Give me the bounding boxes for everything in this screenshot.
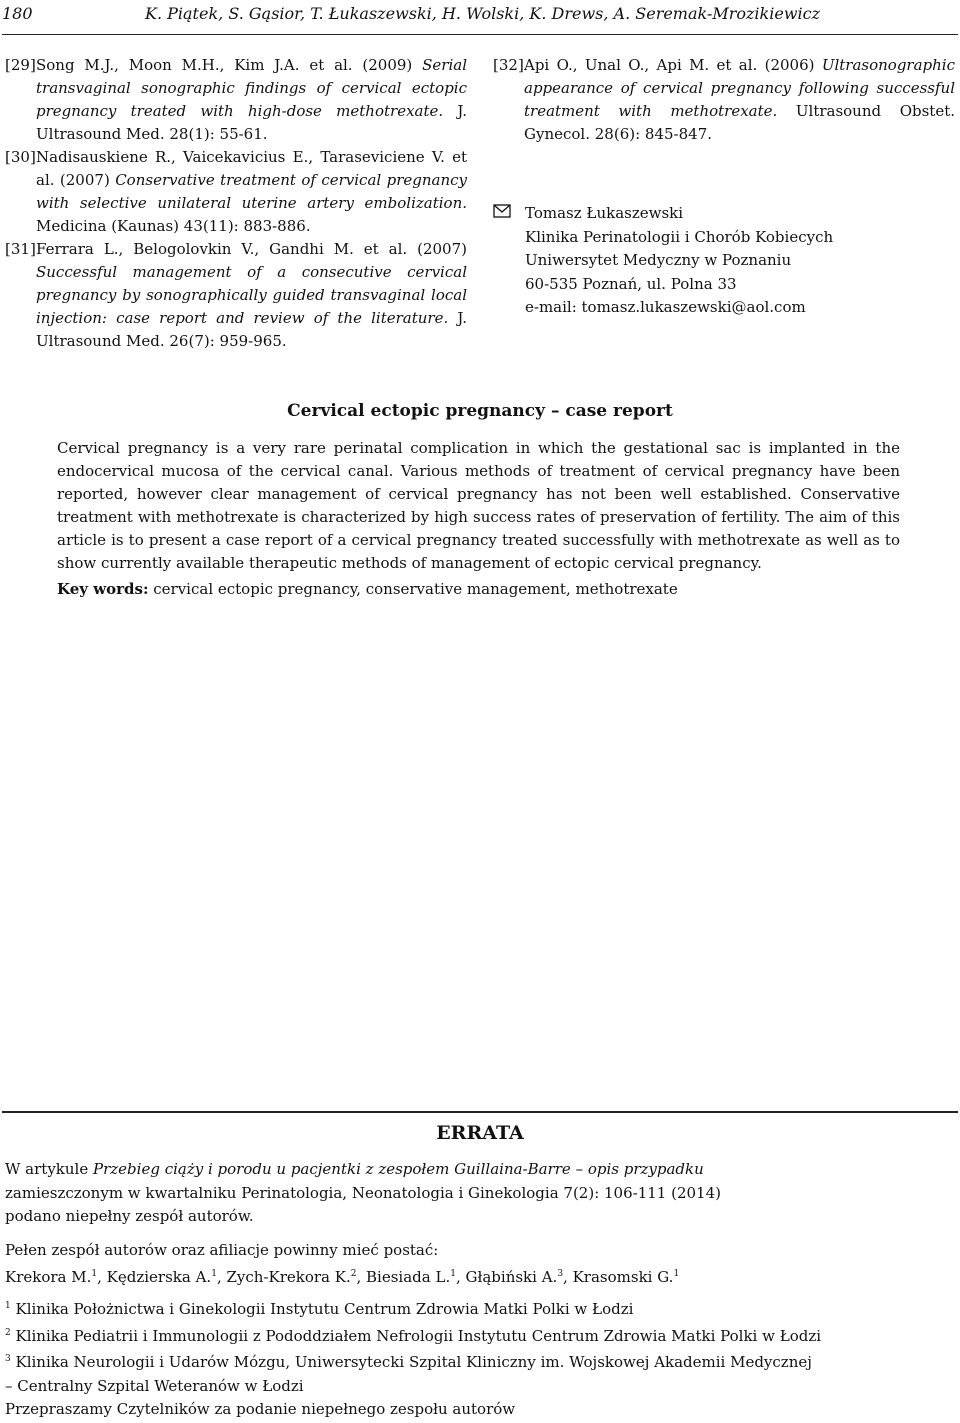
keywords bbox=[57, 580, 900, 598]
affiliation-3-continuation: – Centralny Szpital Weteranów w Łodzi bbox=[5, 1376, 304, 1395]
author-separator: , bbox=[97, 1267, 107, 1286]
reference-text bbox=[524, 54, 955, 146]
reference-30 bbox=[5, 146, 467, 238]
reference-32 bbox=[493, 54, 955, 146]
reference-authors: Song M.J., Moon M.H., Kim J.A. et al. (2009) bbox=[36, 56, 423, 74]
errata-full-team-line: Pełen zespół autorów oraz afiliacje powinny mieć postać: bbox=[5, 1241, 439, 1259]
author-separator: , bbox=[216, 1267, 227, 1286]
reference-title: Conservative treatment of cervical pregnancy with selective unilateral uterine artery embolization. bbox=[36, 171, 467, 212]
affiliation-3 bbox=[5, 1348, 955, 1375]
contact-clinic: Klinika Perinatologii i Chorób Kobiecych bbox=[525, 227, 834, 246]
author-affiliation-marker: 3 bbox=[557, 1268, 564, 1279]
errata-intro-line3: podano niepełny zespół autorów. bbox=[5, 1207, 254, 1225]
reference-29 bbox=[5, 54, 467, 146]
errata-intro-prefix: W artykule bbox=[5, 1160, 93, 1178]
errata-authors-list bbox=[5, 1263, 955, 1290]
affiliation-text: Klinika Neurologii i Udarów Mózgu, Uniwersytecki Szpital Kliniczny im. Wojskowej Akademii Medycznej bbox=[10, 1353, 812, 1371]
author-name: Głąbiński A. bbox=[465, 1267, 558, 1286]
errata-intro-line1 bbox=[5, 1158, 955, 1182]
references-right-column bbox=[493, 54, 955, 146]
reference-authors: Nadisauskiene R., Vaicekavicius E., Taraseviciene V. et al. (2007) bbox=[36, 148, 467, 189]
affiliation-marker: 3 bbox=[5, 1354, 11, 1364]
reference-31 bbox=[5, 238, 467, 353]
reference-number: [32] bbox=[493, 56, 524, 74]
reference-number: [29] bbox=[5, 56, 36, 74]
reference-title: Serial transvaginal sonographic findings of cervical ectopic pregnancy treated with high-dose methotrexate. bbox=[36, 56, 467, 120]
errata-affiliations bbox=[5, 1295, 955, 1398]
author-separator: , bbox=[356, 1267, 367, 1286]
author-separator: , bbox=[455, 1267, 466, 1286]
reference-text bbox=[36, 54, 467, 146]
author-name: Krasomski G. bbox=[572, 1267, 674, 1286]
reference-source: Medicina (Kaunas) 43(11): 883-886. bbox=[36, 217, 311, 235]
reference-authors: Api O., Unal O., Api M. et al. (2006) bbox=[524, 56, 822, 74]
affiliation-marker: 2 bbox=[5, 1327, 11, 1338]
author-affiliation-marker: 1 bbox=[91, 1268, 98, 1279]
running-head: K. Piątek, S. Gąsior, T. Łukaszewski, H. Wolski, K. Drews, A. Seremak-Mrozikiewicz bbox=[145, 4, 821, 23]
page-number: 180 bbox=[2, 4, 33, 23]
affiliation-2 bbox=[5, 1322, 955, 1349]
errata-intro bbox=[5, 1158, 955, 1229]
reference-source: J. Ultrasound Med. 26(7): 959-965. bbox=[36, 309, 467, 350]
references-left-column bbox=[5, 54, 467, 353]
abstract-body: Cervical pregnancy is a very rare perinatal complication in which the gestational sac is implanted in the endocervical mucosa of the cervical canal. Various methods of treatment of cervical pregnancy have been reported, however clear management of cervical pregnancy has not been well established. Conservative treatment with methotrexate is characterized by high success rates of preservation of fertility. The aim of this article is to present a case report of a cervical pregnancy treated successfully with methotrexate as well as to show currently available therapeutic methods of management of ectopic cervical pregnancy. bbox=[57, 439, 900, 572]
author-name: Kędzierska A. bbox=[106, 1267, 212, 1286]
contact-email[interactable]: e-mail: tomasz.lukaszewski@aol.com bbox=[525, 298, 806, 316]
author-affiliation-marker: 1 bbox=[211, 1268, 217, 1279]
reference-text bbox=[36, 238, 467, 353]
affiliation-text: Klinika Pediatrii i Immunologii z Pododdziałem Nefrologii Instytutu Centrum Zdrowia Matki Polki w Łodzi bbox=[10, 1326, 822, 1345]
keywords-text: cervical ectopic pregnancy, conservative management, methotrexate bbox=[148, 580, 678, 598]
errata-authors-block bbox=[5, 1239, 955, 1289]
errata-apology: Przepraszamy Czytelników za podanie niepełnego zespołu autorów bbox=[5, 1400, 516, 1418]
reference-title: Ultrasonographic appearance of cervical pregnancy following successful treatment with methotrexate. bbox=[524, 56, 955, 120]
affiliation-marker: 1 bbox=[5, 1301, 11, 1311]
author-name: Biesiada L. bbox=[366, 1267, 451, 1286]
abstract-title: Cervical ectopic pregnancy – case report bbox=[287, 401, 673, 421]
contact-address: 60-535 Poznań, ul. Polna 33 bbox=[525, 274, 737, 293]
author-affiliation-marker: 1 bbox=[450, 1268, 456, 1279]
author-name: Krekora M. bbox=[5, 1267, 92, 1286]
author-separator: , bbox=[563, 1267, 573, 1286]
affiliation-text: Klinika Położnictwa i Ginekologii Instytutu Centrum Zdrowia Matki Polki w Łodzi bbox=[10, 1300, 634, 1318]
reference-authors: Ferrara L., Belogolovkin V., Gandhi M. et al. (2007) bbox=[36, 240, 467, 258]
contact-university: Uniwersytet Medyczny w Poznaniu bbox=[525, 251, 792, 269]
errata-intro-line2: zamieszczonym w kwartalniku Perinatologia, Neonatologia i Ginekologia 7(2): 106-111 (2014) bbox=[5, 1183, 721, 1202]
author-name: Zych-Krekora K. bbox=[226, 1267, 351, 1286]
errata-divider bbox=[2, 1111, 958, 1113]
reference-title: Successful management of a consecutive cervical pregnancy by sonographically guided transvaginal local injection: case report and review of the literature. bbox=[36, 263, 467, 327]
reference-source: Ultrasound Obstet. Gynecol. 28(6): 845-847. bbox=[524, 102, 955, 143]
correspondence-block bbox=[493, 202, 955, 320]
reference-number: [31] bbox=[5, 240, 36, 258]
keywords-label: Key words: bbox=[57, 580, 149, 598]
errata-title: ERRATA bbox=[436, 1122, 524, 1144]
author-affiliation-marker: 2 bbox=[350, 1268, 357, 1279]
errata-article-title: Przebieg ciąży i porodu u pacjentki z zespołem Guillaina-Barre – opis przypadku bbox=[93, 1160, 704, 1178]
reference-number: [30] bbox=[5, 148, 36, 166]
author-affiliation-marker: 1 bbox=[673, 1268, 680, 1279]
reference-source: J. Ultrasound Med. 28(1): 55-61. bbox=[36, 102, 468, 143]
contact-name: Tomasz Łukaszewski bbox=[525, 204, 684, 222]
affiliation-1 bbox=[5, 1295, 955, 1322]
reference-text bbox=[36, 146, 467, 238]
